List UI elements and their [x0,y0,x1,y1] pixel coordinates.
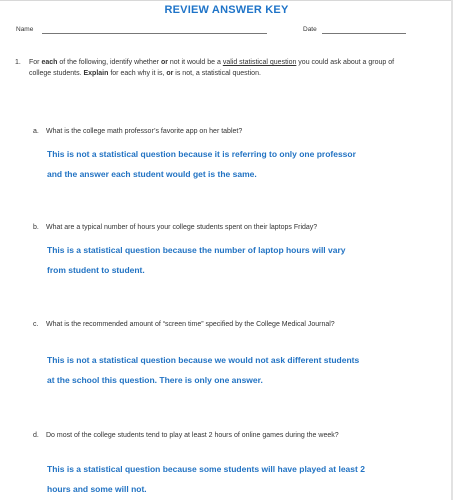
item-label: d. [33,432,39,439]
item-a-question [33,127,413,138]
item-b-question [33,223,413,234]
name-blank-line [42,33,267,34]
item-c-question [33,320,403,331]
item-c-answer [47,350,427,390]
item-question-text: What are a typical number of hours your college students spent on their laptops Friday? [46,224,318,231]
question-1 [15,58,405,79]
answer-line: and the answer each student would get is the same. [47,169,257,179]
item-label: b. [33,224,39,231]
item-question-text: What is the college math professor’s favorite app on her tablet? [46,128,243,135]
item-label: a. [33,128,39,135]
instr-text: not it would be a [167,59,223,66]
instr-text: you could ask about a group of college students. [29,59,395,77]
item-question-text: Do most of the college students tend to play at least 2 hours of online games during the week? [46,432,339,439]
instr-text: For [29,59,42,66]
item-d-answer [47,459,427,499]
instr-or-bold: or [160,59,168,66]
instr-text: of the following, identify whether [57,59,161,66]
question-1-instructions [29,58,405,79]
answer-line: hours and some will not. [47,484,147,494]
instr-or-bold: or [166,69,174,77]
answer-line: at the school this question. There is only one answer. [47,375,263,385]
instr-valid-underlined: valid statistical question [222,59,297,66]
instr-explain-bold: Explain [83,69,109,77]
instr-text: for each why it is, [108,69,167,77]
item-d-question [33,431,398,442]
date-label: Date [303,26,317,33]
item-label: c. [33,321,39,328]
page-title: REVIEW ANSWER KEY [164,4,289,16]
answer-line: This is not a statistical question because it is referring to only one professor [47,149,356,159]
answer-line: This is a statistical question because the number of laptop hours will vary [47,245,346,255]
date-blank-line [322,33,406,34]
item-b-answer [47,240,427,280]
answer-line: This is a statistical question because some students will have played at least 2 [47,464,365,474]
item-question-text: What is the recommended amount of “screen time” specified by the College Medical Journal? [46,321,335,328]
answer-line: This is not a statistical question because we would not ask different students [47,355,360,365]
instr-text: is not, a statistical question. [173,69,261,77]
instr-each-bold: each [41,59,58,66]
answer-line: from student to student. [47,265,145,275]
page-border-top [0,0,453,1]
name-label: Name [16,26,34,33]
item-a-answer [47,144,427,184]
question-number: 1. [15,59,21,66]
